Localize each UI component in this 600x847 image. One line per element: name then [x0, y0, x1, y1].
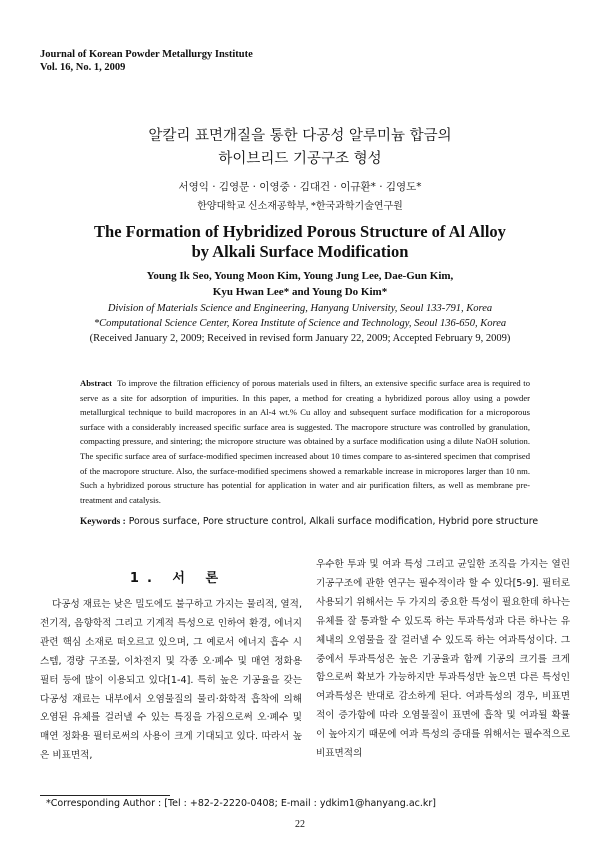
english-affiliation-1: Division of Materials Science and Engineering, Hanyang University, Seoul 133-791, Korea: [107, 303, 493, 314]
korean-affiliation: 한양대학교 신소재공학부, *한국과학기술연구원: [197, 201, 403, 212]
abstract-text: To improve the filtration efficiency of porous materials used in filters, an extensive specific surface area is required to serve as a site for adsorption of impurities. In this paper, a method for creating a hybridized porous alloy using a powder metallurgical technique to build macropores in an Al-4 wt.% Cu alloy and subsequent surface modification for a microporous surface with a considerably increased specific surface area is suggested. The macropore structure was controlled by granulation, compacting pressure, and sintering; the micropore structure was obtained by a surface modification using a dilute NaOH solution. The specific surface area of surface-modified specimen increased about 10 times compare to as-sintered specimen that comprised of the macropore structure. Also, the surface-modified specimens showed a remarkable increase in micropores larger than 10 nm. Such a hybridized porous structure has potential for application in water and air purification filters, as well as membrane pre-treatment and catalysis.: [80, 378, 530, 505]
journal-header: [40, 48, 253, 74]
korean-title-line1: 알칼리 표면개질을 통한 다공성 알루미늄 합금의: [148, 128, 452, 144]
keywords: [80, 516, 540, 527]
english-authors-line1: Young Ik Seo, Young Moon Kim, Young Jung Lee, Dae-Gun Kim,: [146, 270, 454, 282]
body-right-column: 우수한 투과 및 여과 특성 그리고 균일한 조직을 가지는 열린 기공구조에 관한 연구는 필수적이라 할 수 있다[5-9]. 필터로 사용되기 위해서는 두 가지의 중요한 특성이 필요한데 하나는 유체를 잘 통과할 수 있도록 하는 투과특성과 다른 하나는 유체내의 오염물을 잘 걸러낼 수 있도록 하는 여과특성이다. 그 중에서 투과특성은 높은 기공율과 함께 기공의 크기를 크게 함으로써 확보가 가능하지만 투과특성만 높으면 다른 특성인 여과특성은 반대로 감소하게 된다. 여과특성의 경우, 비표면적이 증가함에 따라 오염물질이 표면에 흡착 및 여과될 확률이 높아지기 때문에 여과 특성의 증대를 위해서는 필수적으로 비표면적의: [316, 559, 570, 760]
english-title-line2: by Alkali Surface Modification: [191, 242, 409, 261]
footnote-divider: [40, 795, 170, 796]
korean-authors: 서영익 · 김영문 · 이영중 · 김대건 · 이규환* · 김영도*: [178, 181, 422, 193]
journal-volume: Vol. 16, No. 1, 2009: [40, 62, 126, 73]
abstract: [80, 376, 530, 507]
english-title-line1: The Formation of Hybridized Porous Structure of Al Alloy: [94, 222, 506, 241]
page-number: 22: [295, 819, 305, 830]
keywords-text: Porous surface, Pore structure control, Alkali surface modification, Hybrid pore structure: [128, 516, 539, 527]
korean-title-line2: 하이브리드 기공구조 형성: [218, 151, 382, 167]
journal-name: Journal of Korean Powder Metallurgy Institute: [40, 49, 253, 60]
abstract-label: Abstract: [80, 378, 112, 388]
keywords-label: Keywords :: [80, 517, 126, 527]
english-affiliation-2: *Computational Science Center, Korea Institute of Science and Technology, Seoul 136-650, Korea: [93, 318, 507, 329]
body-left-column: 다공성 재료는 낮은 밀도에도 불구하고 가지는 물리적, 열적, 전기적, 음향학적 그리고 기계적 특성으로 인하여 환경, 에너지 관련 핵심 소재로 떠오르고 있으며, 그 예로서 에너지 흡수 시스템, 경량 구조물, 이차전지 및 각종 오·폐수 및 매연 정화용 필터 등에 많이 이용되고 있다[1-4]. 특히 높은 기공율을 갖는 다공성 재료는 내부에서 오염물질의 물리·화학적 흡착에 의해 오염된 유체를 걸러낼 수 있는 특징을 가짐으로써 오·폐수 및 매연 정화용 필터로써의 사용이 크게 기대되고 있다. 따라서 높은 비표면적,: [40, 599, 302, 762]
section-heading: 1. 서 론: [129, 571, 227, 586]
corresponding-author-footnote: *Corresponding Author : [Tel : +82-2-2220-0408; E-mail : ydkim1@hanyang.ac.kr]: [46, 798, 436, 809]
english-authors-line2: Kyu Hwan Lee* and Young Do Kim*: [212, 286, 388, 298]
received-dates: (Received January 2, 2009; Received in revised form January 22, 2009; Accepted February 9, 2009): [89, 333, 511, 344]
